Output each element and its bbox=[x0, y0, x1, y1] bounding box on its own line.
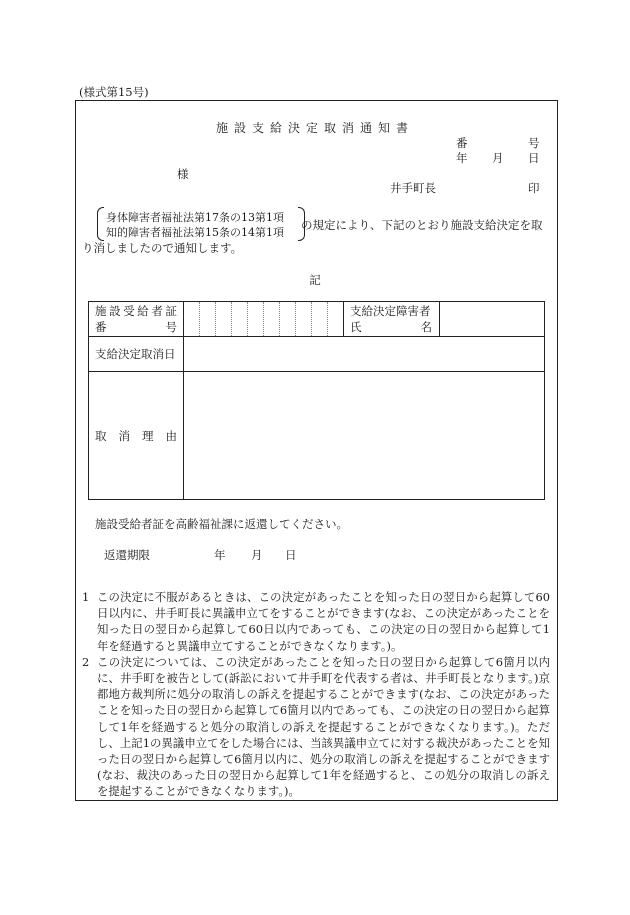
label-char: 者 bbox=[151, 304, 163, 318]
label-char: 氏 bbox=[350, 320, 362, 334]
number-label-ban: 番 bbox=[456, 136, 468, 150]
cancel-date-field[interactable] bbox=[184, 337, 545, 372]
seal-mark: 印 bbox=[528, 181, 540, 195]
note-number: 2 bbox=[82, 654, 90, 669]
label-char: 由 bbox=[165, 428, 177, 443]
note-item bbox=[82, 654, 550, 800]
label-char: 受 bbox=[123, 304, 135, 318]
label-char: 証 bbox=[165, 304, 177, 318]
deadline-day: 日 bbox=[285, 548, 297, 562]
label-char: 消 bbox=[118, 428, 130, 443]
ki-heading: 記 bbox=[309, 273, 321, 287]
law-options-bracket bbox=[97, 207, 305, 241]
label-char: 番 bbox=[95, 320, 107, 334]
day-label: 日 bbox=[528, 151, 540, 165]
label-char: 給 bbox=[137, 304, 149, 318]
body-text-line2: り消しましたので通知します。 bbox=[82, 241, 243, 255]
label-char: 名 bbox=[420, 320, 432, 334]
label-char: 施 bbox=[95, 304, 107, 318]
disabled-person-label: 支給決定障害者 氏 名 bbox=[344, 302, 440, 337]
reason-label bbox=[89, 372, 184, 500]
note-number: 1 bbox=[82, 590, 90, 604]
number-label-go: 号 bbox=[528, 136, 540, 150]
law-option-physical: 身体障害者福祉法第17条の13第1項 bbox=[106, 211, 284, 224]
label-char: 取 bbox=[95, 428, 107, 443]
cancel-date-label: 支給決定取消日 bbox=[89, 337, 184, 372]
label-char: 号 bbox=[165, 320, 177, 334]
document-title: 施設支給決定取消通知書 bbox=[215, 121, 414, 135]
deadline-year: 年 bbox=[214, 548, 226, 562]
deadline-month: 月 bbox=[251, 548, 263, 562]
law-option-intellectual: 知的障害者福祉法第15条の14第1項 bbox=[106, 226, 284, 239]
cert-number-label bbox=[89, 302, 184, 337]
deadline-label: 返還期限 bbox=[104, 548, 150, 562]
return-instruction: 施設受給者証を高齢福祉課に返還してください。 bbox=[95, 517, 348, 531]
left-bracket bbox=[97, 207, 104, 241]
disabled-person-name-field[interactable] bbox=[440, 302, 545, 337]
note-item bbox=[82, 589, 550, 654]
note-text: この決定に不服があるときは、この決定があったことを知った日の翌日から起算して60日以内に、井手町長に異議申立てをすることができます(なお、この決定があったことを知った日の翌日から起算して60日以内であっても、この決定の日の翌日から起算して1年を経過すると異議申立てすることができなくなります。)。 bbox=[97, 590, 550, 653]
cert-number-field[interactable] bbox=[184, 302, 344, 337]
month-label: 月 bbox=[492, 151, 504, 165]
reason-field[interactable] bbox=[184, 372, 545, 500]
recipient-suffix: 様 bbox=[177, 167, 189, 181]
cert-number-digit-boxes bbox=[184, 302, 343, 336]
body-text-line1: の規定により、下記のとおり施設支給決定を取 bbox=[301, 218, 543, 232]
details-table bbox=[88, 301, 545, 500]
form-number: (様式第15号) bbox=[79, 85, 149, 99]
year-label: 年 bbox=[456, 151, 468, 165]
notes-section bbox=[82, 589, 550, 800]
issuer-name: 井手町長 bbox=[390, 181, 436, 195]
note-text: この決定については、この決定があったことを知った日の翌日から起算して6箇月以内に、井手町を被告として(訴訟において井手町を代表する者は、井手町長となります。)京都地方裁判所に処分の取消しの訴えを提起することができます(なお、この決定があったことを知った日の翌日から起算して6箇月以内であっても、この決定の日の翌日から起算して1年を経過すると処分の取消しの訴えを提起することができなくなります。)。ただし、上記1の異議申立てをした場合には、当該異議申立てに対する裁決があったことを知った日の翌日から起算して6箇月以内に、処分の取消しの訴えを提起することができます(なお、裁決のあった日の翌日から起算して1年を経過すると、この処分の取消しの訴えを提起することができなくなります。)。 bbox=[97, 654, 550, 799]
label-char: 設 bbox=[109, 304, 121, 318]
label-char: 理 bbox=[142, 428, 154, 443]
